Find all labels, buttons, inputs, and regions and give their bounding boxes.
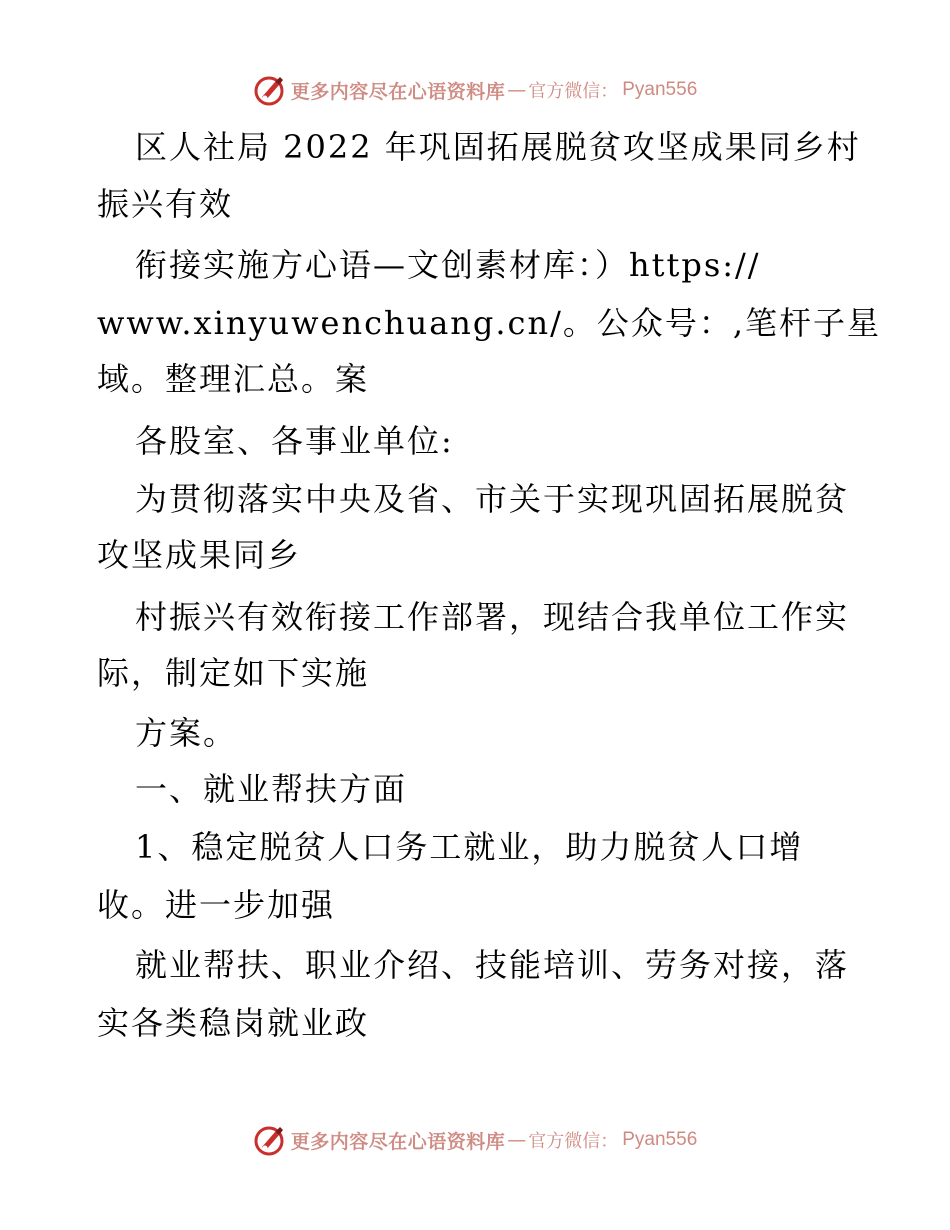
body-line: 就业帮扶、职业介绍、技能培训、劳务对接，落 [135, 946, 850, 984]
wechat-label: 官方微信： [528, 1131, 619, 1152]
watermark-text: 更多内容尽在心语资料库 [290, 80, 506, 103]
body-line: www.xinyuwenchuang.cn/。公众号：,笔杆子星 [97, 304, 882, 342]
title-line-1: 区人社局 2022 年巩固拓展脱贫攻坚成果同乡村 [135, 128, 861, 166]
section-heading: 一、就业帮扶方面 [135, 770, 408, 808]
wechat-id: Pyan556 [622, 1129, 698, 1150]
title-line-2: 振兴有效 [97, 185, 234, 223]
body-line: 村振兴有效衔接工作部署，现结合我单位工作实 [135, 598, 850, 636]
body-line: 方案。 [135, 714, 238, 752]
wechat-id: Pyan556 [622, 79, 698, 100]
header-watermark-banner [0, 68, 950, 112]
body-line: 1、稳定脱贫人口务工就业，助力脱贫人口增 [135, 828, 804, 866]
watermark-separator: — [507, 1129, 527, 1151]
brush-pen-logo-icon [253, 73, 287, 107]
body-line: 为贯彻落实中央及省、市关于实现巩固拓展脱贫 [135, 480, 850, 518]
watermark-text: 更多内容尽在心语资料库 [290, 1130, 506, 1153]
body-line: 衔接实施方心语—文创素材库：）https:// [135, 246, 761, 284]
body-line: 收。进一步加强 [97, 886, 336, 924]
watermark-separator: — [507, 79, 527, 101]
body-line: 实各类稳岗就业政 [97, 1004, 370, 1042]
salutation: 各股室、各事业单位: [135, 422, 454, 460]
body-line: 域。整理汇总。案 [97, 360, 370, 398]
wechat-label: 官方微信： [528, 81, 619, 102]
body-line: 际，制定如下实施 [97, 654, 370, 692]
footer-watermark-banner [0, 1118, 950, 1162]
body-line: 攻坚成果同乡 [97, 536, 302, 574]
brush-pen-logo-icon [253, 1123, 287, 1157]
